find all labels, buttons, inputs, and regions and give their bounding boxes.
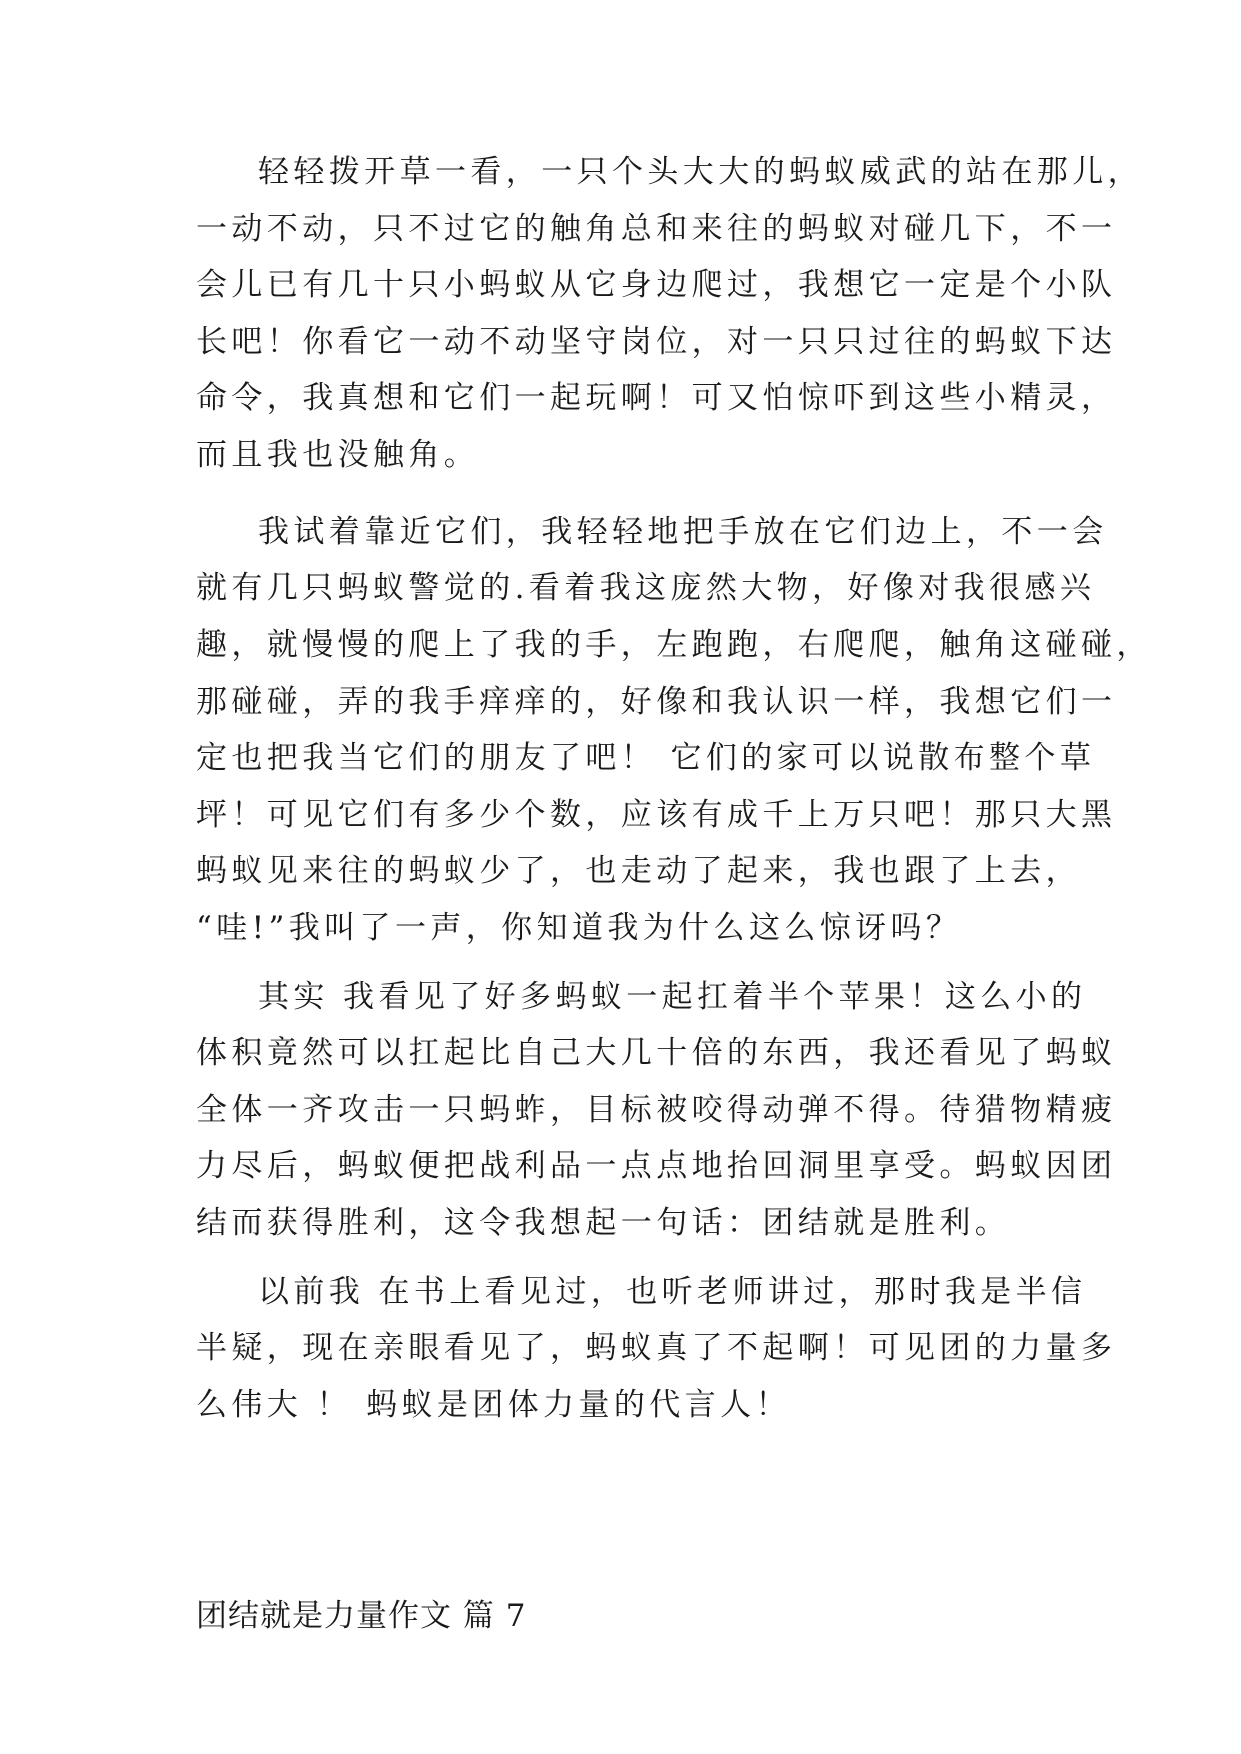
paragraph-4-line-2: 半疑，现在亲眼看见了，蚂蚁真了不起啊！可见团的力量多 bbox=[196, 1330, 1117, 1366]
paragraph-1-line-2: 一动不动，只不过它的触角总和来往的蚂蚁对碰几下，不一 bbox=[196, 211, 1117, 247]
paragraph-3-line-1: 其实 我看见了好多蚂蚁一起扛着半个苹果！这么小的 bbox=[258, 979, 1087, 1015]
paragraph-4-line-3: 么伟大 ！ 蚂蚁是团体力量的代言人！ bbox=[196, 1387, 791, 1423]
paragraph-3-line-4: 力尽后，蚂蚁便把战利品一点点地抬回洞里享受。蚂蚁因团 bbox=[196, 1148, 1117, 1184]
paragraph-2-line-7: 蚂蚁见来往的蚂蚁少了，也走动了起来，我也跟了上去， bbox=[196, 853, 1081, 889]
paragraph-1-line-1: 轻轻拨开草一看，一只个头大大的蚂蚁威武的站在那儿， bbox=[258, 154, 1143, 190]
paragraph-2-line-5: 定也把我当它们的朋友了吧！ 它们的家可以说散布整个草 bbox=[196, 740, 1096, 776]
paragraph-1-line-3: 会儿已有几十只小蚂蚁从它身边爬过，我想它一定是个小队 bbox=[196, 267, 1117, 303]
paragraph-2-line-8: “哇!”我叫了一声，你知道我为什么这么惊讶吗？ bbox=[196, 910, 962, 946]
paragraph-1-line-4: 长吧！你看它一动不动坚守岗位，对一只只过往的蚂蚁下达 bbox=[196, 324, 1117, 360]
paragraph-2-line-1: 我试着靠近它们，我轻轻地把手放在它们边上，不一会 bbox=[258, 514, 1108, 550]
section-heading: 团结就是力量作文 篇 7 bbox=[196, 1598, 527, 1634]
paragraph-4-line-1: 以前我 在书上看见过，也听老师讲过，那时我是半信 bbox=[258, 1274, 1087, 1310]
paragraph-3-line-2: 体积竟然可以扛起比自己大几十倍的东西，我还看见了蚂蚁 bbox=[196, 1035, 1117, 1071]
paragraph-3-line-5: 结而获得胜利，这令我想起一句话：团结就是胜利。 bbox=[196, 1205, 1011, 1241]
paragraph-2-line-3: 趣，就慢慢的爬上了我的手，左跑跑，右爬爬，触角这碰碰， bbox=[196, 627, 1152, 663]
paragraph-2-line-6: 坪！可见它们有多少个数，应该有成千上万只吧！那只大黑 bbox=[196, 797, 1117, 833]
paragraph-3-line-3: 全体一齐攻击一只蚂蚱，目标被咬得动弹不得。待猎物精疲 bbox=[196, 1092, 1117, 1128]
paragraph-1-line-6: 而且我也没触角。 bbox=[196, 437, 480, 473]
paragraph-2-line-4: 那碰碰，弄的我手痒痒的，好像和我认识一样，我想它们一 bbox=[196, 684, 1117, 720]
paragraph-2-line-2: 就有几只蚂蚁警觉的.看着我这庞然大物，好像对我很感兴 bbox=[196, 570, 1096, 606]
paragraph-1-line-5: 命令，我真想和它们一起玩啊！可又怕惊吓到这些小精灵， bbox=[196, 380, 1117, 416]
